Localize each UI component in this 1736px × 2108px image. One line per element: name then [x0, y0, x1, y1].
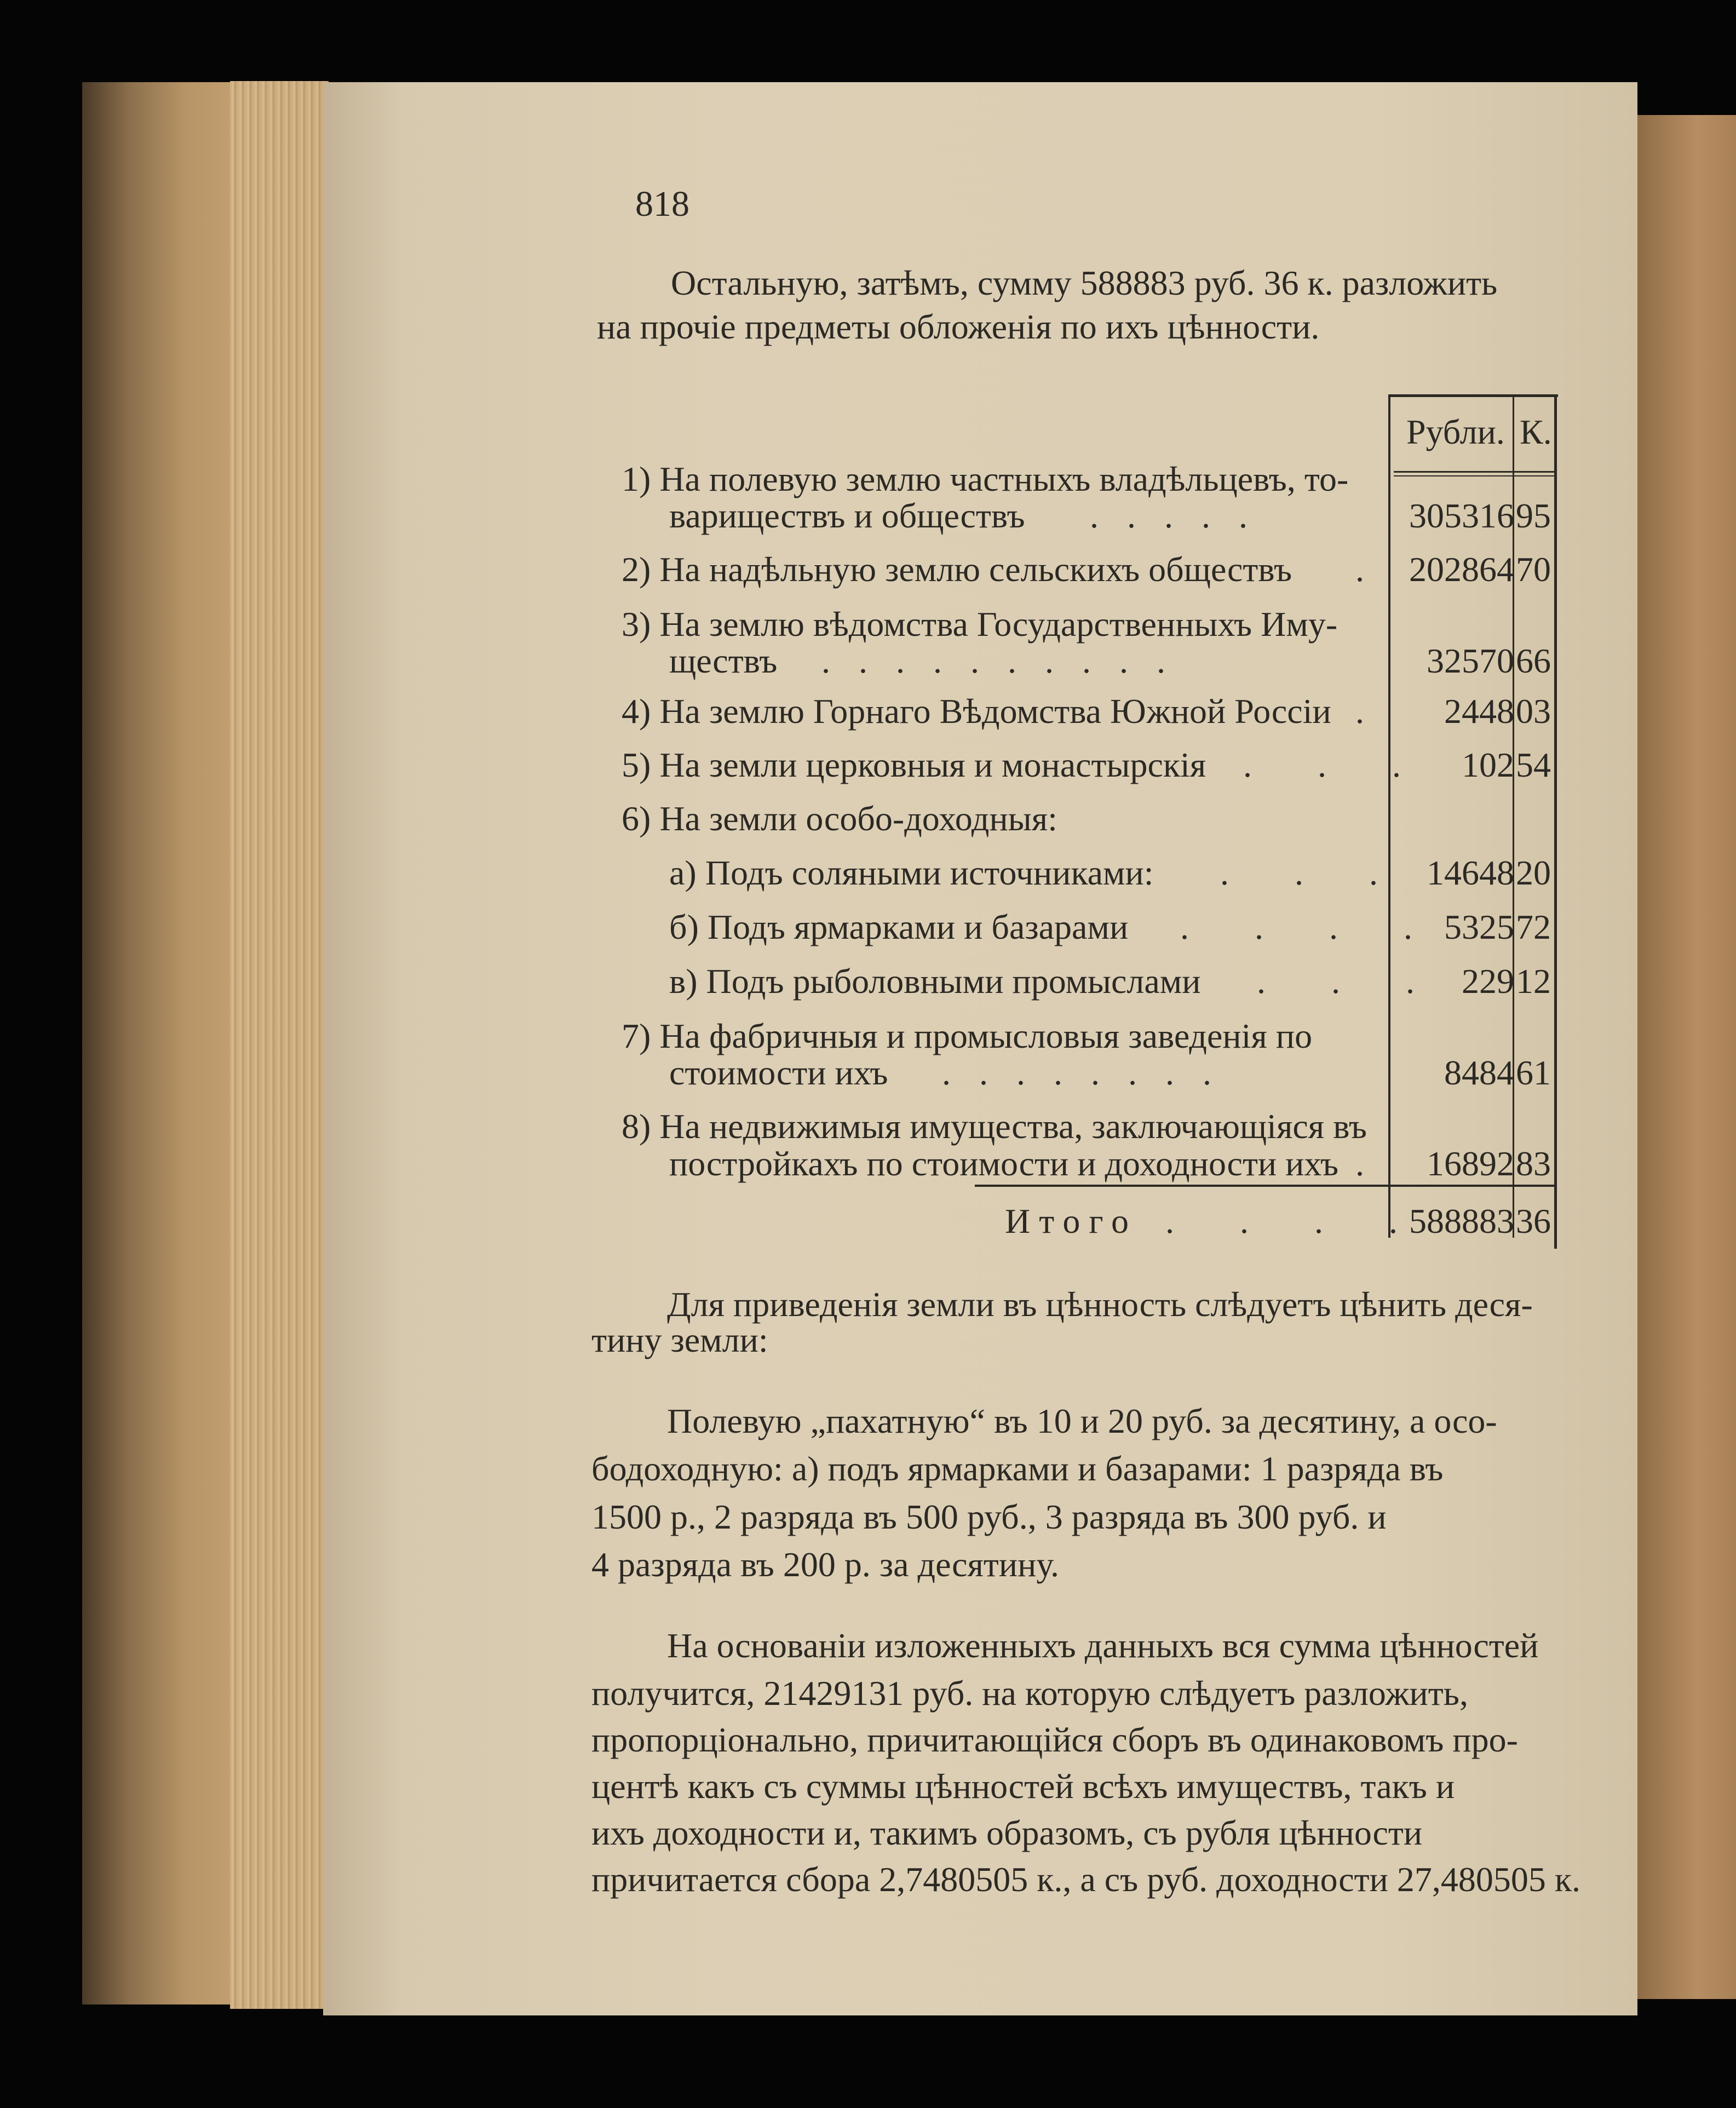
- row-6a-leader: . . .: [1220, 853, 1406, 892]
- row-8-label: 8) На недвижимыя имущества, заключающіяся въ: [622, 1107, 1367, 1146]
- row-6c-label: в) Подъ рыболовными промыслами: [669, 962, 1201, 1001]
- row-5-leader: . . .: [1243, 745, 1429, 784]
- row-6c-kopecks: 12: [1516, 962, 1551, 1001]
- row-2-leader: .: [1355, 550, 1393, 589]
- row-6-label: 6) На земли особо-доходныя:: [622, 799, 1057, 838]
- row-5-kopecks: 54: [1516, 745, 1551, 784]
- row-4-leader: .: [1355, 692, 1393, 731]
- para-2-line-1: Полевую „пахатную“ въ 10 и 20 руб. за десятину, а осо-: [667, 1401, 1497, 1440]
- intro-line-1: Остальную, затѣмъ, сумму 588883 руб. 36 к. разложить: [671, 263, 1498, 302]
- row-6b-kopecks: 72: [1516, 907, 1551, 946]
- row-1-kopecks: 95: [1516, 496, 1551, 535]
- intro-line-2: на прочіе предметы обложенія по ихъ цѣнности.: [597, 307, 1320, 346]
- row-6b-leader: . . . .: [1180, 907, 1441, 946]
- para-3-line-3: пропорціонально, причитающійся сборъ въ одинаковомъ про-: [591, 1720, 1518, 1759]
- row-1-label: 1) На полевую землю частныхъ владѣльцевъ, то-: [622, 459, 1349, 498]
- para-2-line-3: 1500 р., 2 разряда въ 500 руб., 3 разряда въ 300 руб. и: [591, 1497, 1387, 1536]
- total-rubles: 588883: [1409, 1202, 1514, 1240]
- row-8-leader: .: [1355, 1144, 1393, 1183]
- row-3-kopecks: 66: [1516, 641, 1551, 680]
- row-6a-kopecks: 20: [1516, 853, 1551, 892]
- row-6a-rubles: 14648: [1427, 853, 1514, 892]
- total-leader: . . . .: [1165, 1202, 1426, 1240]
- table-left-rule: [1388, 394, 1390, 1238]
- para-3-line-6: причитается сбора 2,7480505 к., а съ руб. доходности 27,480505 к.: [591, 1860, 1580, 1899]
- row-5-rubles: 102: [1462, 745, 1514, 784]
- para-3-line-4: центѣ какъ съ суммы цѣнностей всѣхъ имуществъ, такъ и: [591, 1767, 1455, 1806]
- facing-page-edge: [1635, 115, 1736, 1999]
- row-7-kopecks: 61: [1516, 1053, 1551, 1092]
- row-4-label: 4) На землю Горнаго Вѣдомства Южной Россіи: [622, 692, 1331, 731]
- row-4-rubles: 2448: [1444, 692, 1514, 731]
- para-3-line-5: ихъ доходности и, такимъ образомъ, съ рубля цѣнности: [591, 1813, 1423, 1852]
- page-number: 818: [635, 184, 689, 224]
- header-kopecks: К.: [1520, 412, 1552, 451]
- row-8-cont: постройкахъ по стоимости и доходности ихъ: [669, 1144, 1339, 1183]
- row-1-leader: .....: [1090, 496, 1276, 535]
- row-8-kopecks: 83: [1516, 1144, 1551, 1183]
- total-kopecks: 36: [1516, 1202, 1551, 1240]
- row-6b-rubles: 5325: [1444, 907, 1514, 946]
- header-rule-2: [1394, 475, 1555, 476]
- row-3-label: 3) На землю вѣдомства Государственныхъ Иму-: [622, 605, 1338, 644]
- row-5-label: 5) На земли церковныя и монастырскія: [622, 745, 1206, 784]
- row-7-label: 7) На фабричныя и промысловыя заведенія по: [622, 1016, 1313, 1055]
- table-right-rule: [1554, 394, 1557, 1249]
- table-top-rule: [1388, 394, 1558, 397]
- row-4-kopecks: 03: [1516, 692, 1551, 731]
- header-rubles: Рубли.: [1406, 412, 1505, 451]
- row-3-leader: ..........: [821, 641, 1194, 680]
- row-8-rubles: 16892: [1427, 1144, 1514, 1183]
- para-1-line-1: Для приведенія земли въ цѣнность слѣдуетъ цѣнить деся-: [667, 1285, 1533, 1324]
- total-label: Итого: [1005, 1202, 1137, 1240]
- row-1-cont: вариществъ и обществъ: [669, 496, 1025, 535]
- row-2-kopecks: 70: [1516, 550, 1551, 589]
- row-2-label: 2) На надѣльную землю сельскихъ обществъ: [622, 550, 1292, 589]
- row-6b-label: б) Подъ ярмарками и базарами: [669, 907, 1129, 946]
- row-1-rubles: 305316: [1409, 496, 1514, 535]
- row-6c-leader: . . .: [1257, 962, 1443, 1001]
- para-3-line-2: получится, 21429131 руб. на которую слѣдуетъ разложить,: [591, 1674, 1468, 1713]
- header-rule: [1394, 471, 1555, 473]
- row-3-cont: ществъ: [669, 641, 778, 680]
- row-3-rubles: 32570: [1427, 641, 1514, 680]
- total-rule: [975, 1185, 1555, 1187]
- row-6a-label: а) Подъ соляными источниками:: [669, 853, 1154, 892]
- para-2-line-2: бодоходную: а) подъ ярмарками и базарами: 1 разряда въ: [591, 1449, 1444, 1488]
- row-6c-rubles: 229: [1462, 962, 1514, 1001]
- row-7-cont: стоимости ихъ: [669, 1053, 888, 1092]
- para-2-line-4: 4 разряда въ 200 р. за десятину.: [591, 1545, 1059, 1584]
- row-7-leader: ........: [942, 1053, 1240, 1092]
- para-1-line-2: тину земли:: [591, 1320, 768, 1359]
- row-7-rubles: 8484: [1444, 1053, 1514, 1092]
- row-2-rubles: 202864: [1409, 550, 1514, 589]
- page-stack: [230, 81, 329, 2009]
- para-3-line-1: На основаніи изложенныхъ данныхъ вся сумма цѣнностей: [667, 1626, 1539, 1665]
